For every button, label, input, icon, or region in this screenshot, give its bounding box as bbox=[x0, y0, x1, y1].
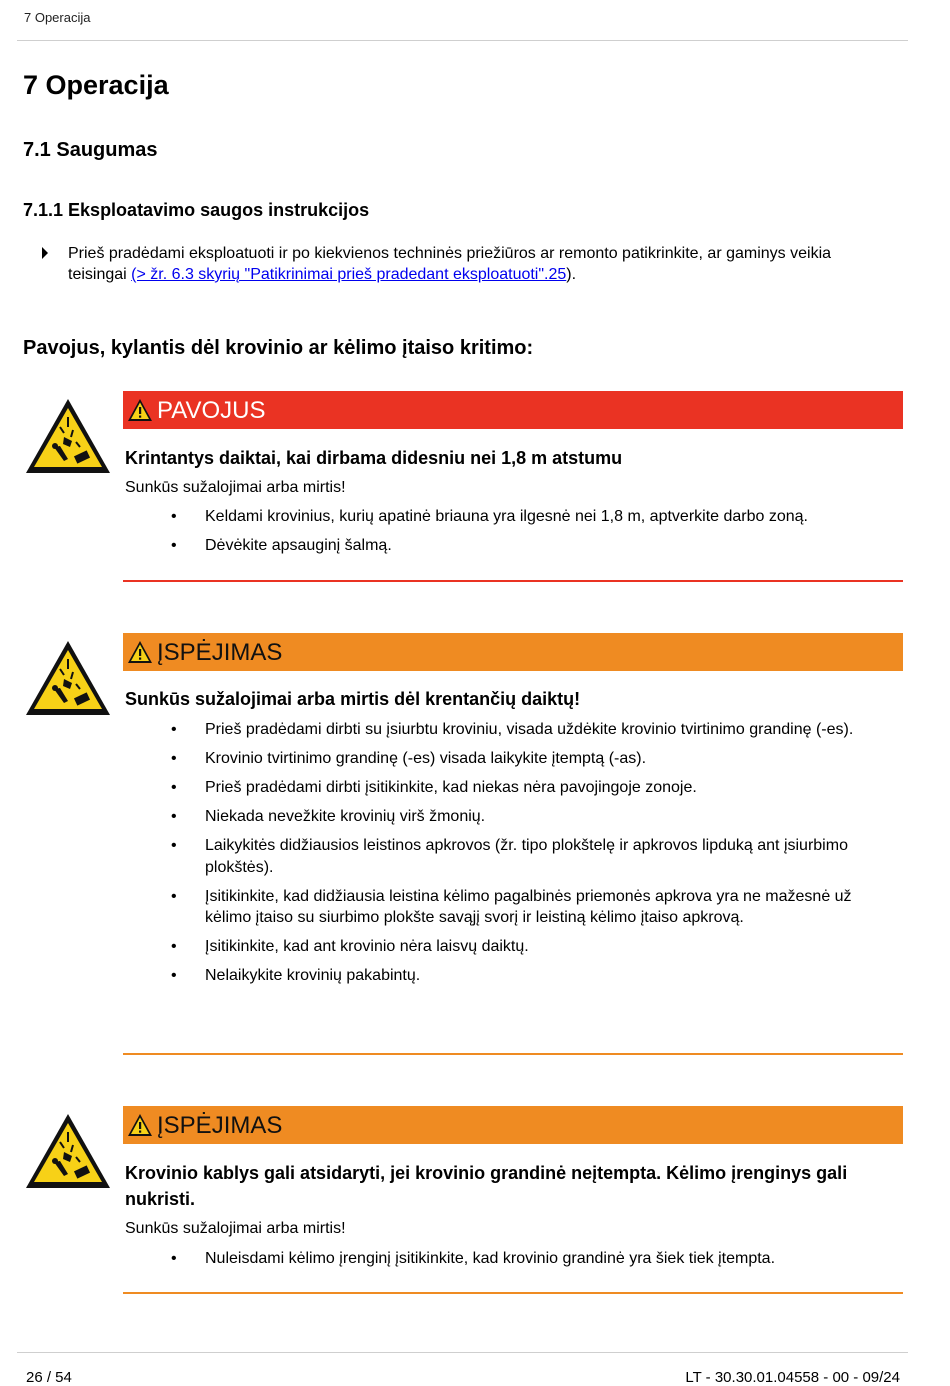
warning-triangle-icon bbox=[127, 1113, 153, 1137]
warning-measures-list bbox=[125, 506, 900, 564]
warning-measures-list bbox=[125, 1248, 900, 1277]
falling-objects-hazard-icon bbox=[24, 1112, 112, 1190]
warning-consequence: Sunkūs sužalojimai arba mirtis! bbox=[125, 479, 346, 496]
page-number: 26 / 54 bbox=[26, 1369, 72, 1386]
arrow-bullet-icon bbox=[42, 247, 48, 259]
warning-triangle-icon bbox=[127, 640, 153, 664]
danger-banner bbox=[123, 391, 903, 429]
signal-word: PAVOJUS bbox=[157, 397, 266, 424]
warning-title: Sunkūs sužalojimai arba mirtis dėl krentančių daiktų! bbox=[125, 689, 581, 709]
list-item: • Prieš pradėdami dirbti įsitikinkite, kad niekas nėra pavojingoje zonoje. bbox=[125, 777, 900, 799]
list-item: • Laikykitės didžiausios leistinos apkrovos (žr. tipo plokštelę ir apkrovos lipduką ant įsiurbimo plokštės). bbox=[125, 835, 900, 878]
warning-title: Krovinio kablys gali atsidaryti, jei krovinio grandinė neįtempta. Kėlimo įrenginys gali nukristi. bbox=[125, 1163, 848, 1209]
document-code: LT - 30.30.01.04558 - 00 - 09/24 bbox=[685, 1369, 900, 1386]
list-item: • Keldami krovinius, kurių apatinė briauna yra ilgesnė nei 1,8 m, aptverkite darbo zoną. bbox=[125, 506, 900, 528]
list-item: • Nelaikykite krovinių pakabintų. bbox=[125, 965, 900, 987]
falling-objects-hazard-icon bbox=[24, 397, 112, 475]
list-item: • Įsitikinkite, kad didžiausia leistina kėlimo pagalbinės priemonės apkrova yra ne mažesnė už kėlimo įtaiso su siurbimo plokšte savąjį svorį ir leistiną kėlimo įtaiso apkrovą. bbox=[125, 886, 900, 929]
instruction-text bbox=[44, 243, 894, 285]
list-item: • Dėvėkite apsauginį šalmą. bbox=[125, 535, 900, 557]
falling-objects-hazard-icon bbox=[24, 639, 112, 717]
warning-banner bbox=[123, 633, 903, 671]
list-item: • Įsitikinkite, kad ant krovinio nėra laisvų daiktų. bbox=[125, 936, 900, 958]
header-divider bbox=[17, 40, 908, 41]
subsection-heading: 7.1.1 Eksploatavimo saugos instrukcijos bbox=[23, 200, 370, 220]
warning-end-rule bbox=[123, 580, 903, 582]
chapter-heading: 7 Operacija bbox=[23, 70, 169, 100]
warning-end-rule bbox=[123, 1053, 903, 1055]
list-item: • Niekada nevežkite krovinių virš žmonių. bbox=[125, 806, 900, 828]
warning-triangle-icon bbox=[127, 398, 153, 422]
hazard-section-title: Pavojus, kylantis dėl krovinio ar kėlimo įtaiso kritimo: bbox=[23, 337, 534, 359]
warning-title: Krintantys daiktai, kai dirbama didesniu nei 1,8 m atstumu bbox=[125, 448, 623, 468]
section-heading: 7.1 Saugumas bbox=[23, 139, 158, 161]
warning-banner bbox=[123, 1106, 903, 1144]
list-item: • Nuleisdami kėlimo įrenginį įsitikinkite, kad krovinio grandinė yra šiek tiek įtempta. bbox=[125, 1248, 900, 1270]
footer-divider bbox=[17, 1352, 908, 1353]
warning-measures-list bbox=[125, 719, 900, 994]
signal-word: ĮSPĖJIMAS bbox=[157, 1112, 283, 1139]
list-item: • Krovinio tvirtinimo grandinę (-es) visada laikykite įtemptą (-as). bbox=[125, 748, 900, 770]
instruction-text-before: Prieš pradėdami eksploatuoti ir po kiekvienos techninės priežiūros ar remonto patikrinkite, ar gaminys veikia teisingai bbox=[68, 245, 832, 283]
instruction-text-after: ). bbox=[566, 266, 577, 283]
cross-reference-link[interactable]: (> žr. 6.3 skyrių "Patikrinimai prieš pradedant eksploatuoti".25 bbox=[131, 266, 567, 283]
warning-end-rule bbox=[123, 1292, 903, 1294]
warning-consequence: Sunkūs sužalojimai arba mirtis! bbox=[125, 1220, 346, 1237]
list-item: • Prieš pradėdami dirbti su įsiurbtu kroviniu, visada uždėkite krovinio tvirtinimo grandinę (-es). bbox=[125, 719, 900, 741]
running-header: 7 Operacija bbox=[24, 10, 91, 25]
instruction-item bbox=[44, 243, 894, 285]
signal-word: ĮSPĖJIMAS bbox=[157, 639, 283, 666]
